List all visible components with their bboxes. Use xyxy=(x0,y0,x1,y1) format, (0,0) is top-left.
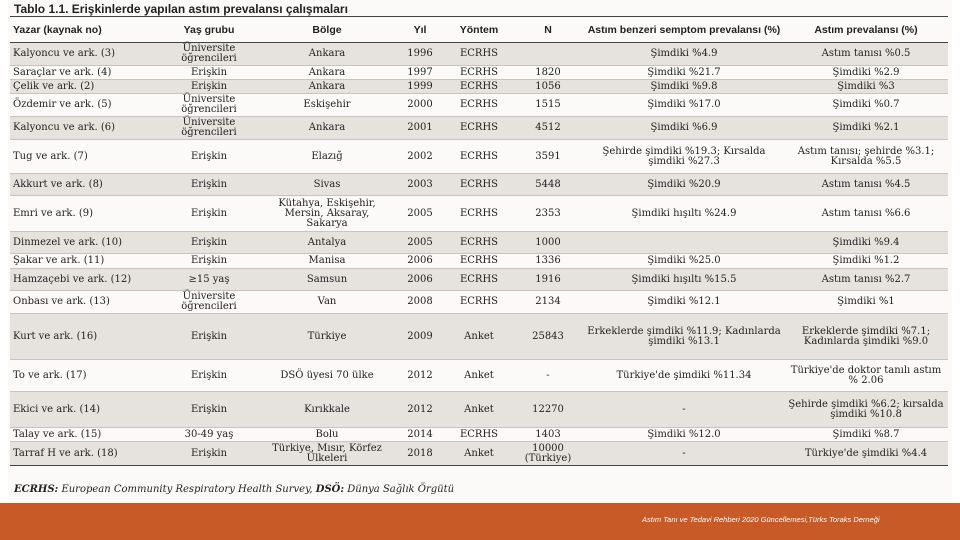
cell-symptom-prevalence: Şimdiki hışıltı %24.9 xyxy=(584,196,784,232)
cell-author: Kalyoncu ve ark. (6) xyxy=(10,117,158,140)
cell-age-group: Erişkin xyxy=(158,80,260,94)
cell-author: Onbası ve ark. (13) xyxy=(10,291,158,314)
cell-author: To ve ark. (17) xyxy=(10,360,158,392)
cell-age-group: 30-49 yaş xyxy=(158,428,260,442)
cell-region: Türkiye, Mısır, Körfez Ülkeleri xyxy=(260,442,394,466)
cell-symptom-prevalence: Şimdiki %12.0 xyxy=(584,428,784,442)
cell-method: ECRHS xyxy=(446,94,512,117)
table-row xyxy=(10,80,948,94)
cell-year: 2018 xyxy=(394,442,446,466)
prevalence-table xyxy=(10,16,948,466)
cell-region: Elazığ xyxy=(260,140,394,174)
cell-age-group: Üniversite öğrencileri xyxy=(158,43,260,66)
cell-asthma-prevalence: Erkeklerde şimdiki %7.1; Kadınlarda şimdiki %9.0 xyxy=(784,314,948,360)
cell-region: Van xyxy=(260,291,394,314)
cell-author: Kurt ve ark. (16) xyxy=(10,314,158,360)
cell-author: Tarraf H ve ark. (18) xyxy=(10,442,158,466)
column-header-symptom-prevalence: Astım benzeri semptom prevalansı (%) xyxy=(584,17,784,43)
table-row xyxy=(10,392,948,428)
cell-asthma-prevalence: Şimdiki %8.7 xyxy=(784,428,948,442)
cell-n: 10000 (Türkiye) xyxy=(512,442,584,466)
cell-symptom-prevalence: Şimdiki %21.7 xyxy=(584,66,784,80)
cell-asthma-prevalence: Şimdiki %1.2 xyxy=(784,254,948,269)
cell-method: Anket xyxy=(446,442,512,466)
cell-asthma-prevalence: Astım tanısı %0.5 xyxy=(784,43,948,66)
cell-age-group: Erişkin xyxy=(158,196,260,232)
cell-year: 2006 xyxy=(394,269,446,291)
cell-year: 1996 xyxy=(394,43,446,66)
table-row xyxy=(10,269,948,291)
cell-asthma-prevalence: Astım tanısı %2.7 xyxy=(784,269,948,291)
cell-n: 3591 xyxy=(512,140,584,174)
cell-author: Saraçlar ve ark. (4) xyxy=(10,66,158,80)
cell-method: ECRHS xyxy=(446,140,512,174)
cell-age-group: Erişkin xyxy=(158,140,260,174)
cell-symptom-prevalence: - xyxy=(584,442,784,466)
cell-n: 1403 xyxy=(512,428,584,442)
cell-n: 1056 xyxy=(512,80,584,94)
cell-symptom-prevalence: Şimdiki hışıltı %15.5 xyxy=(584,269,784,291)
cell-age-group: Erişkin xyxy=(158,392,260,428)
cell-asthma-prevalence: Şimdiki %3 xyxy=(784,80,948,94)
cell-age-group: ≥15 yaş xyxy=(158,269,260,291)
cell-symptom-prevalence: Şehirde şimdiki %19.3; Kırsalda şimdiki %27.3 xyxy=(584,140,784,174)
cell-author: Kalyoncu ve ark. (3) xyxy=(10,43,158,66)
cell-year: 2003 xyxy=(394,174,446,196)
cell-n: 12270 xyxy=(512,392,584,428)
cell-region: Türkiye xyxy=(260,314,394,360)
cell-n: 1916 xyxy=(512,269,584,291)
document-page xyxy=(8,0,952,500)
cell-n: 25843 xyxy=(512,314,584,360)
cell-n: 2353 xyxy=(512,196,584,232)
column-header-method: Yöntem xyxy=(446,17,512,43)
cell-symptom-prevalence xyxy=(584,232,784,254)
table-row xyxy=(10,196,948,232)
cell-age-group: Üniversite öğrencileri xyxy=(158,117,260,140)
cell-method: ECRHS xyxy=(446,66,512,80)
footnote-dso-label: DSÖ: xyxy=(315,484,345,495)
cell-method: ECRHS xyxy=(446,254,512,269)
cell-year: 1997 xyxy=(394,66,446,80)
cell-method: ECRHS xyxy=(446,269,512,291)
cell-n: - xyxy=(512,360,584,392)
cell-age-group: Erişkin xyxy=(158,254,260,269)
table-row xyxy=(10,94,948,117)
cell-year: 2008 xyxy=(394,291,446,314)
cell-region: Ankara xyxy=(260,43,394,66)
cell-year: 2014 xyxy=(394,428,446,442)
cell-asthma-prevalence: Astım tanısı; şehirde %3.1; Kırsalda %5.5 xyxy=(784,140,948,174)
cell-region: Ankara xyxy=(260,117,394,140)
cell-method: ECRHS xyxy=(446,196,512,232)
cell-age-group: Erişkin xyxy=(158,174,260,196)
cell-age-group: Erişkin xyxy=(158,232,260,254)
cell-year: 1999 xyxy=(394,80,446,94)
cell-symptom-prevalence: Erkeklerde şimdiki %11.9; Kadınlarda şimdiki %13.1 xyxy=(584,314,784,360)
cell-age-group: Üniversite öğrencileri xyxy=(158,291,260,314)
cell-method: ECRHS xyxy=(446,291,512,314)
cell-year: 2006 xyxy=(394,254,446,269)
cell-author: Çelik ve ark. (2) xyxy=(10,80,158,94)
cell-region: Ankara xyxy=(260,66,394,80)
cell-age-group: Erişkin xyxy=(158,66,260,80)
cell-region: Manisa xyxy=(260,254,394,269)
cell-method: Anket xyxy=(446,314,512,360)
cell-year: 2002 xyxy=(394,140,446,174)
cell-age-group: Üniversite öğrencileri xyxy=(158,94,260,117)
column-header-age-group: Yaş grubu xyxy=(158,17,260,43)
cell-age-group: Erişkin xyxy=(158,314,260,360)
cell-method: ECRHS xyxy=(446,117,512,140)
cell-age-group: Erişkin xyxy=(158,442,260,466)
table-row xyxy=(10,174,948,196)
cell-asthma-prevalence: Türkiye'de şimdiki %4.4 xyxy=(784,442,948,466)
cell-region: DSÖ üyesi 70 ülke xyxy=(260,360,394,392)
table-body xyxy=(10,43,948,466)
cell-region: Sivas xyxy=(260,174,394,196)
footnote-ecrhs-label: ECRHS: xyxy=(14,484,59,495)
cell-symptom-prevalence: Şimdiki %25.0 xyxy=(584,254,784,269)
table-row xyxy=(10,291,948,314)
cell-symptom-prevalence: Şimdiki %9.8 xyxy=(584,80,784,94)
cell-author: Şakar ve ark. (11) xyxy=(10,254,158,269)
cell-region: Ankara xyxy=(260,80,394,94)
column-header-year: Yıl xyxy=(394,17,446,43)
cell-asthma-prevalence: Astım tanısı %4.5 xyxy=(784,174,948,196)
cell-age-group: Erişkin xyxy=(158,360,260,392)
table-title: Tablo 1.1. Erişkinlerde yapılan astım prevalansı çalışmaları xyxy=(14,2,348,16)
cell-author: Özdemir ve ark. (5) xyxy=(10,94,158,117)
table-row xyxy=(10,254,948,269)
cell-region: Samsun xyxy=(260,269,394,291)
cell-n: 2134 xyxy=(512,291,584,314)
cell-symptom-prevalence: Şimdiki %17.0 xyxy=(584,94,784,117)
cell-n: 1515 xyxy=(512,94,584,117)
cell-asthma-prevalence: Şehirde şimdiki %6.2; kırsalda şimdiki %10.8 xyxy=(784,392,948,428)
column-header-region: Bölge xyxy=(260,17,394,43)
cell-n: 1820 xyxy=(512,66,584,80)
cell-year: 2005 xyxy=(394,196,446,232)
cell-asthma-prevalence: Şimdiki %0.7 xyxy=(784,94,948,117)
cell-method: ECRHS xyxy=(446,428,512,442)
cell-method: Anket xyxy=(446,392,512,428)
cell-n: 4512 xyxy=(512,117,584,140)
cell-symptom-prevalence: - xyxy=(584,392,784,428)
table-row xyxy=(10,314,948,360)
cell-method: ECRHS xyxy=(446,80,512,94)
cell-author: Dinmezel ve ark. (10) xyxy=(10,232,158,254)
cell-asthma-prevalence: Şimdiki %1 xyxy=(784,291,948,314)
cell-n xyxy=(512,43,584,66)
cell-method: Anket xyxy=(446,360,512,392)
cell-author: Tug ve ark. (7) xyxy=(10,140,158,174)
cell-author: Akkurt ve ark. (8) xyxy=(10,174,158,196)
table-row xyxy=(10,66,948,80)
cell-asthma-prevalence: Astım tanısı %6.6 xyxy=(784,196,948,232)
cell-symptom-prevalence: Şimdiki %4.9 xyxy=(584,43,784,66)
cell-author: Emri ve ark. (9) xyxy=(10,196,158,232)
cell-year: 2000 xyxy=(394,94,446,117)
cell-asthma-prevalence: Şimdiki %2.1 xyxy=(784,117,948,140)
column-header-asthma-prevalence: Astım prevalansı (%) xyxy=(784,17,948,43)
cell-method: ECRHS xyxy=(446,232,512,254)
cell-asthma-prevalence: Şimdiki %9.4 xyxy=(784,232,948,254)
cell-n: 5448 xyxy=(512,174,584,196)
cell-symptom-prevalence: Türkiye'de şimdiki %11.34 xyxy=(584,360,784,392)
column-header-n: N xyxy=(512,17,584,43)
cell-n: 1336 xyxy=(512,254,584,269)
cell-n: 1000 xyxy=(512,232,584,254)
cell-asthma-prevalence: Şimdiki %2.9 xyxy=(784,66,948,80)
footer-source-text: Astım Tanı ve Tedavi Rehberi 2020 Güncellemesi,Türks Toraks Derneği xyxy=(642,515,880,524)
cell-author: Talay ve ark. (15) xyxy=(10,428,158,442)
cell-author: Ekici ve ark. (14) xyxy=(10,392,158,428)
table-row xyxy=(10,360,948,392)
cell-asthma-prevalence: Türkiye'de doktor tanılı astım % 2.06 xyxy=(784,360,948,392)
table-row xyxy=(10,442,948,466)
cell-region: Eskişehir xyxy=(260,94,394,117)
table-footnote xyxy=(14,484,454,495)
footnote-ecrhs-text: European Community Respiratory Health Survey, xyxy=(58,484,316,495)
cell-year: 2009 xyxy=(394,314,446,360)
table-row xyxy=(10,43,948,66)
cell-symptom-prevalence: Şimdiki %12.1 xyxy=(584,291,784,314)
cell-year: 2012 xyxy=(394,360,446,392)
cell-region: Kırıkkale xyxy=(260,392,394,428)
cell-region: Antalya xyxy=(260,232,394,254)
cell-year: 2012 xyxy=(394,392,446,428)
cell-symptom-prevalence: Şimdiki %6.9 xyxy=(584,117,784,140)
table-row xyxy=(10,428,948,442)
cell-region: Bolu xyxy=(260,428,394,442)
cell-symptom-prevalence: Şimdiki %20.9 xyxy=(584,174,784,196)
cell-year: 2005 xyxy=(394,232,446,254)
cell-year: 2001 xyxy=(394,117,446,140)
table-row xyxy=(10,232,948,254)
column-header-author: Yazar (kaynak no) xyxy=(10,17,158,43)
cell-method: ECRHS xyxy=(446,174,512,196)
footnote-dso-text: Dünya Sağlık Örgütü xyxy=(344,484,455,495)
table-header-row xyxy=(10,17,948,43)
cell-region: Kütahya, Eskişehir, Mersin, Aksaray, Sakarya xyxy=(260,196,394,232)
table-row xyxy=(10,117,948,140)
cell-author: Hamzaçebi ve ark. (12) xyxy=(10,269,158,291)
table-row xyxy=(10,140,948,174)
cell-method: ECRHS xyxy=(446,43,512,66)
